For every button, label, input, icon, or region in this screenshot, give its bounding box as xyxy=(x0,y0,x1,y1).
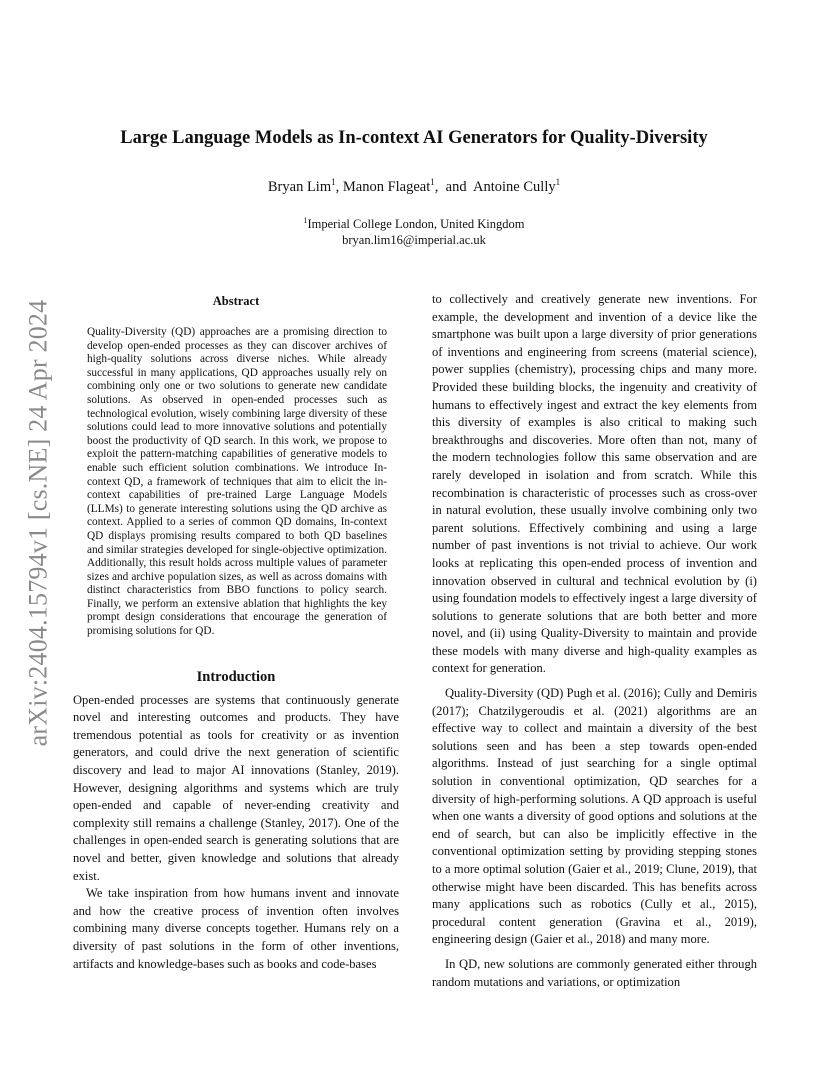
abstract-heading: Abstract xyxy=(212,294,260,308)
author-name: Bryan Lim xyxy=(267,178,332,195)
author-email: bryan.lim16@imperial.ac.uk xyxy=(342,233,486,248)
author-name: Manon Flageat xyxy=(342,178,431,195)
left-column xyxy=(73,294,399,973)
arxiv-stamp xyxy=(21,288,55,758)
author-affil-mark: 1 xyxy=(555,177,561,187)
body-paragraph: In QD, new solutions are commonly generated either through random mutations and variations, or optimization xyxy=(432,956,757,989)
paper-title: Large Language Models as In-context AI Generators for Quality-Diversity xyxy=(120,128,708,148)
body-paragraph: Quality-Diversity (QD) Pugh et al. (2016); Cully and Demiris (2017); Chatzilygeroudis et al. (2021) algorithms are an effective way to collect and maintain a diversity of the best solutions seen and has been a step towards open-ended algorithms. Instead of just searching for a single optimal solution in conventional optimization, QD searches for a diversity of high-performing solutions. A QD approach is useful when one wants a diversity of good options and solutions at the end of search, but can also be implicitly effective in the conventional optimization setting by providing stepping stones to a more optimal solution (Gaier et al., 2019; Clune, 2019), that otherwise might have been discarded. This has benefits across many applications such as robotics (Cully et al., 2015), procedural content generation (Gravina et al., 2019), engineering design (Gaier et al., 2018) and many more. xyxy=(432,686,757,947)
affiliation-block xyxy=(70,213,758,248)
affiliation: $^1$Imperial College London, United Kingdom xyxy=(303,216,525,232)
author-list: Bryan Lim$^1$, Manon Flageat$^1$, and Antoine Cully$^1$ xyxy=(267,177,561,195)
author-conjunction: and xyxy=(445,178,467,195)
author-name: Antoine Cully xyxy=(473,178,556,195)
intro-paragraph: We take inspiration from how humans invent and innovate and how the creative process of invention often involves combining many diverse concepts together. Humans rely on a diversity of past solutions in the form of other inventions, artifacts and knowledge-bases such as books and code-bases xyxy=(73,886,399,971)
intro-paragraph: Open-ended processes are systems that continuously generate novel and interesting outcomes and products. They have tremendous potential as tools for creativity or as invention generators, and could drive the next generation of scientific discovery and lead to major AI innovations (Stanley, 2019). However, designing algorithms and systems which are truly open-ended and capable of never-ending creativity and complexity still remains a challenge (Stanley, 2017). One of the challenges in open-ended search is generating solutions that are novel and better, given knowledge and solutions that already exist. xyxy=(73,692,399,883)
body-paragraph: to collectively and creatively generate new inventions. For example, the development and invention of a device like the smartphone was built upon a large diversity of prior generations of inventions and engineering from screens (material science), power supplies (chemistry), processing chips and many more. Provided these building blocks, the ingenuity and creativity of humans to effectively ingest and extract the key elements from this diversity of examples is also critical to making such breakthroughs and discoveries. More often than not, many of the modern technologies follow this same observation and are rarely developed in isolation and from scratch. While this recombination is characteristic of processes such as cross-over in natural evolution, these usually involve combining only two parent solutions. Effectively combining and using a large number of past inventions is not trivial to achieve. Our work looks at replicating this open-ended process of invention and innovation observed in cultural and technical evolution by (i) using foundation models to effectively ingest a large diversity of solutions to generate solutions that are both better and more novel, and (ii) using Quality-Diversity to maintain and provide these models with many diverse and high-quality examples as context for generation. xyxy=(432,292,757,676)
author-affil-mark: 1 xyxy=(331,177,336,187)
introduction-heading: Introduction xyxy=(196,668,276,685)
author-affil-mark: 1 xyxy=(430,177,435,187)
arxiv-stamp-text: arXiv:2404.15794v1 [cs.NE] 24 Apr 2024 xyxy=(23,299,52,747)
abstract-text: Quality-Diversity (QD) approaches are a promising direction to develop open-ended processes as they can discover archives of high-quality solutions across diverse niches. While already successful in many applications, QD approaches usually rely on combining only one or two solutions to generate new candidate solutions. As observed in open-ended processes such as technological evolution, wisely combining large diversity of these solutions could lead to more innovative solutions and potentially boost the productivity of QD search. In this work, we propose to exploit the pattern-matching capabilities of generative models to enable such efficient solution combinations. We introduce In-context QD, a framework of techniques that aim to elicit the in-context capabilities of pre-trained Large Language Models (LLMs) to generate interesting solutions using the QD archive as context. Applied to a series of common QD domains, In-context QD displays promising results compared to both QD baselines and similar strategies developed for single-objective optimization. Additionally, this result holds across multiple values of parameter sizes and archive population sizes, as well as across domains with distinct characteristics from BBO functions to policy search. Finally, we perform an extensive ablation that highlights the key prompt design considerations that encourage the generation of promising solutions for QD. xyxy=(87,326,387,638)
right-column xyxy=(432,291,757,991)
